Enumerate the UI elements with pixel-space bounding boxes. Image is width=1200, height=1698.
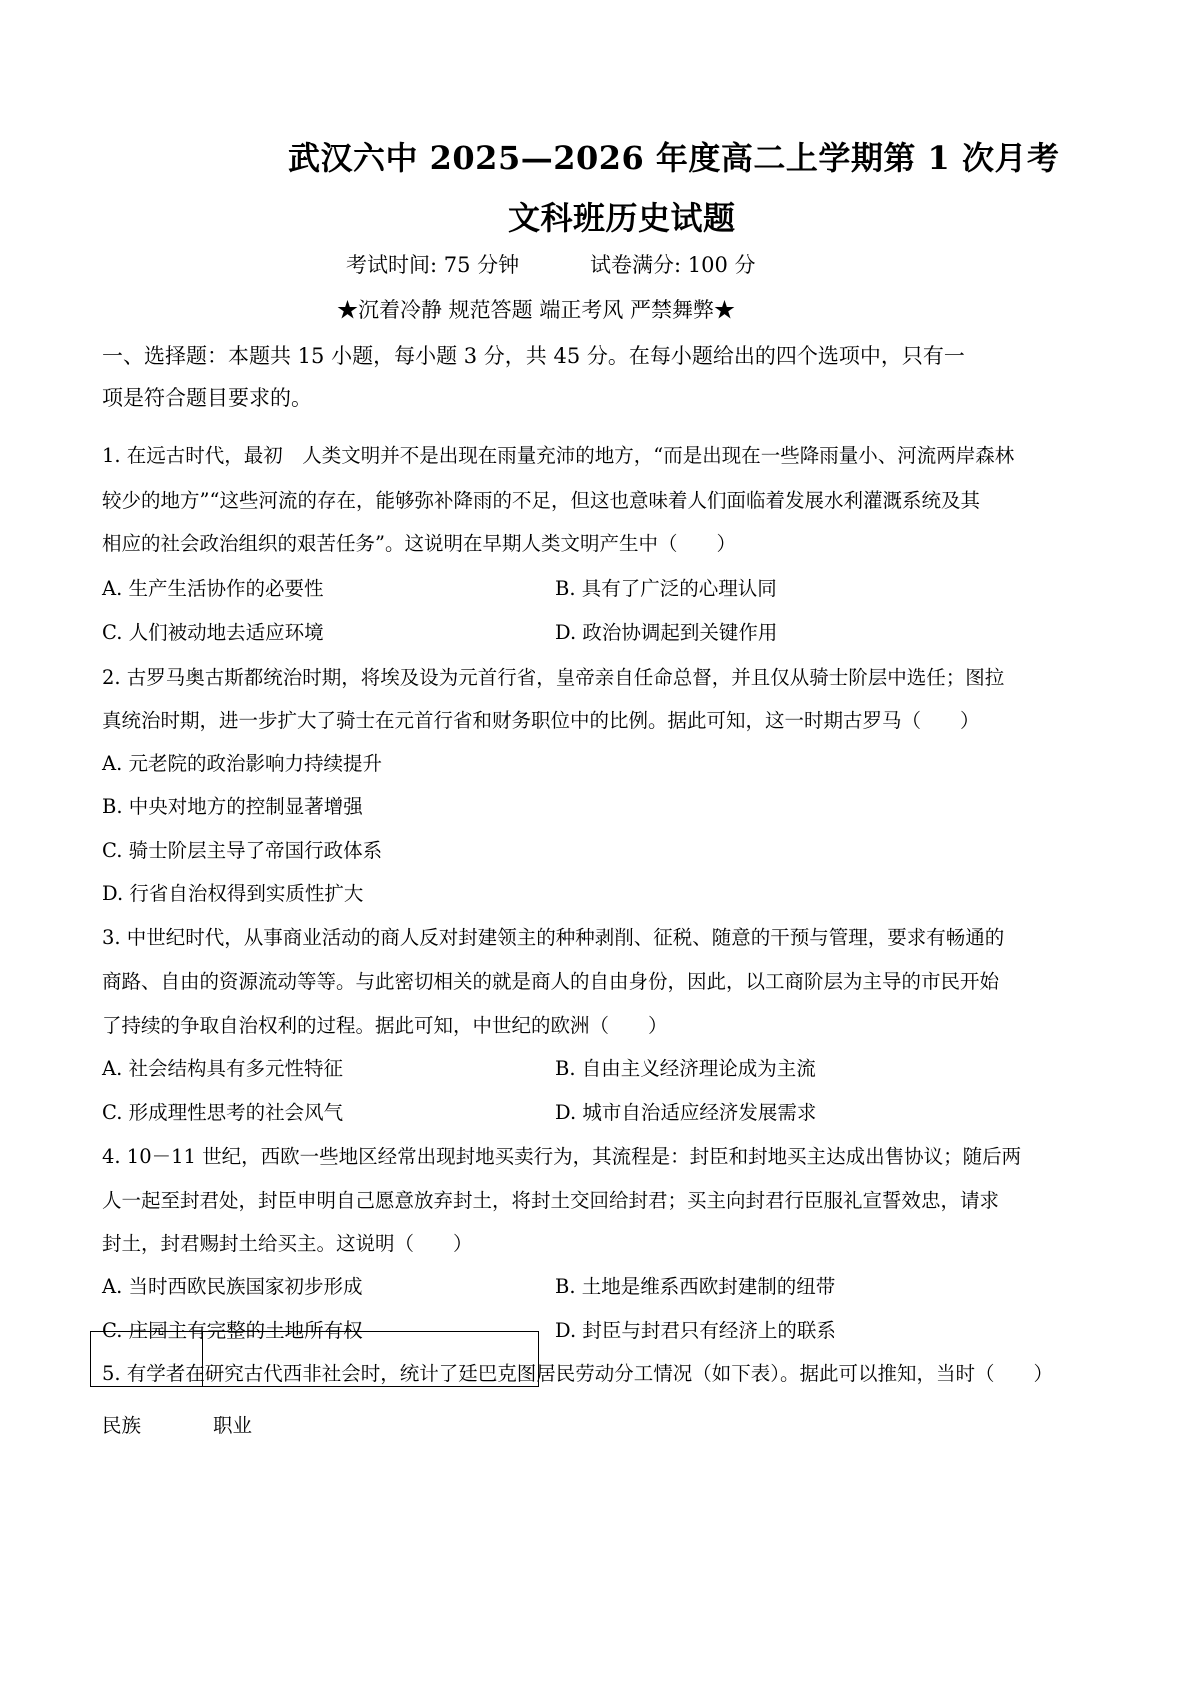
section-instruction-line-1: 一、选择题：本题共 15 小题，每小题 3 分，共 45 分。在每小题给出的四个选项中，只有一 (102, 344, 965, 368)
question-1-stem-line-1: 1. 在远古时代，最初 人类文明并不是出现在雨量充沛的地方，“而是出现在一些降雨量小、河流两岸森林 (102, 444, 1015, 467)
exam-time: 考试时间: 75 分钟 (346, 253, 520, 277)
question-3-stem-line-1: 3. 中世纪时代，从事商业活动的商人反对封建领主的种种剥削、征税、随意的干预与管理，要求有畅通的 (102, 926, 1005, 949)
table-header-ethnicity: 民族 (102, 1414, 142, 1437)
question-3-option-c: C. 形成理性思考的社会风气 (102, 1101, 344, 1124)
question-4-stem-line-3: 封土，封君赐封土给买主。这说明（ ） (102, 1232, 473, 1255)
question-4-stem-line-1: 4. 10－11 世纪，西欧一些地区经常出现封地买卖行为，其流程是：封臣和封地买主达成出售协议；随后两 (102, 1145, 1022, 1168)
question-4-option-c: C. 庄园主有完整的土地所有权 (102, 1319, 363, 1342)
question-2-option-a: A. 元老院的政治影响力持续提升 (102, 752, 382, 775)
question-1-stem-line-3: 相应的社会政治组织的艰苦任务”。这说明在早期人类文明产生中（ ） (102, 532, 736, 555)
question-5-stem-line-1: 5. 有学者在研究古代西非社会时，统计了廷巴克图居民劳动分工情况（如下表）。据此可以推知，当时（ ） (102, 1362, 1054, 1385)
question-3-stem-line-2: 商路、自由的资源流动等等。与此密切相关的就是商人的自由身份，因此，以工商阶层为主导的市民开始 (102, 970, 1000, 993)
page-title: 武汉六中 2025—2026 年度高二上学期第 1 次月考 (288, 139, 1060, 177)
question-2-stem-line-1: 2. 古罗马奥古斯都统治时期，将埃及设为元首行省，皇帝亲自任命总督，并且仅从骑士阶层中选任；图拉 (102, 666, 1005, 689)
full-score: 试卷满分: 100 分 (590, 253, 756, 277)
question-4-option-b: B. 土地是维系西欧封建制的纽带 (555, 1275, 836, 1298)
question-2-option-c: C. 骑士阶层主导了帝国行政体系 (102, 839, 383, 862)
question-1-option-a: A. 生产生活协作的必要性 (102, 577, 324, 600)
question-2-stem-line-2: 真统治时期，进一步扩大了骑士在元首行省和财务职位中的比例。据此可知，这一时期古罗马（ ） (102, 709, 980, 732)
question-2-option-b: B. 中央对地方的控制显著增强 (102, 795, 363, 818)
question-3-option-d: D. 城市自治适应经济发展需求 (555, 1101, 817, 1124)
page-subtitle: 文科班历史试题 (508, 199, 736, 237)
table-header-occupation: 职业 (213, 1414, 253, 1437)
question-4-stem-line-2: 人一起至封君处，封臣申明自己愿意放弃封土，将封土交回给封君；买主向封君行臣服礼宣誓效忠，请求 (102, 1189, 1000, 1212)
exam-motto: ★沉着冷静 规范答题 端正考风 严禁舞弊★ (337, 298, 736, 322)
question-4-option-d: D. 封臣与封君只有经济上的联系 (555, 1319, 836, 1342)
section-instruction-line-2: 项是符合题目要求的。 (102, 386, 312, 410)
question-1-option-d: D. 政治协调起到关键作用 (555, 621, 778, 644)
question-4-option-a: A. 当时西欧民族国家初步形成 (102, 1275, 363, 1298)
question-2-option-d: D. 行省自治权得到实质性扩大 (102, 882, 364, 905)
question-1-option-c: C. 人们被动地去适应环境 (102, 621, 324, 644)
question-3-option-a: A. 社会结构具有多元性特征 (102, 1057, 343, 1080)
question-1-option-b: B. 具有了广泛的心理认同 (555, 577, 777, 600)
question-3-stem-line-3: 了持续的争取自治权利的过程。据此可知，中世纪的欧洲（ ） (102, 1014, 668, 1037)
question-1-stem-line-2: 较少的地方”“这些河流的存在，能够弥补降雨的不足，但这也意味着人们面临着发展水利灌溉系统及其 (102, 489, 980, 512)
question-3-option-b: B. 自由主义经济理论成为主流 (555, 1057, 816, 1080)
